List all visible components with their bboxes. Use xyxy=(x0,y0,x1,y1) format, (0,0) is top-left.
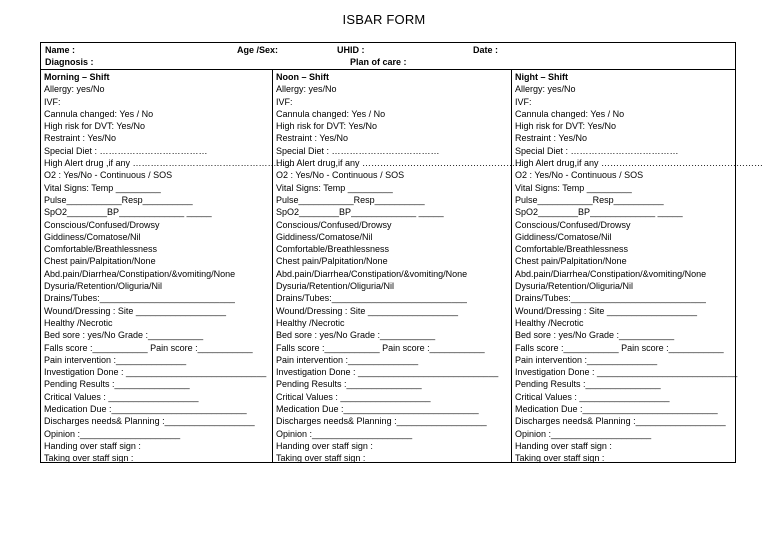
form-field-line: Critical Values : __________________ xyxy=(44,391,199,402)
shift-heading: Noon – Shift xyxy=(276,72,329,82)
form-field-line: Drains/Tubes:___________________________ xyxy=(515,293,706,304)
form-field-line: O2 : Yes/No - Continuous / SOS xyxy=(276,170,405,181)
form-field-line: IVF: xyxy=(276,96,293,107)
form-field-line: High Alert drug ,if any ……………………………………………… xyxy=(44,158,295,169)
form-field-line: Drains/Tubes:___________________________ xyxy=(276,293,467,304)
form-field-line: Discharges needs& Planning :__________________ xyxy=(44,416,255,427)
isbar-form xyxy=(40,42,764,464)
shift-column-noon xyxy=(272,70,525,464)
form-field-line: Restraint : Yes/No xyxy=(515,133,588,144)
name-label: Name : xyxy=(45,45,76,55)
form-field-line: Wound/Dressing : Site __________________ xyxy=(44,305,226,316)
form-field-line: SpO2________BP_____________ _____ xyxy=(515,207,683,218)
form-field-line: Pending Results :_______________ xyxy=(44,379,190,390)
form-field-line: Healthy /Necrotic xyxy=(44,317,113,328)
form-field-line: Dysuria/Retention/Oliguria/Nil xyxy=(276,281,395,292)
form-field-line: Handing over staff sign : xyxy=(276,440,373,451)
form-field-line: Comfortable/Breathlessness xyxy=(44,244,158,255)
form-field-line: Investigation Done : ____________________________ xyxy=(515,367,738,378)
form-field-line: Discharges needs& Planning :__________________ xyxy=(515,416,726,427)
form-field-line: Chest pain/Palpitation/None xyxy=(44,256,156,267)
form-field-line: Pain intervention :______________ xyxy=(276,354,419,365)
form-field-line: IVF: xyxy=(515,96,532,107)
form-header xyxy=(41,43,735,70)
form-field-line: Investigation Done : ____________________________ xyxy=(276,367,499,378)
form-field-line: Conscious/Confused/Drowsy xyxy=(276,219,392,230)
form-field-line: Investigation Done : ____________________________ xyxy=(44,367,267,378)
form-field-line: Giddiness/Comatose/Nil xyxy=(515,231,612,242)
diagnosis-label: Diagnosis : xyxy=(45,57,94,67)
shift-heading: Night – Shift xyxy=(515,72,568,82)
form-field-line: Conscious/Confused/Drowsy xyxy=(44,219,160,230)
form-field-line: Cannula changed: Yes / No xyxy=(44,108,154,119)
form-field-line: Falls score :___________ Pain score :___________ xyxy=(44,342,253,353)
form-field-line: Pending Results :_______________ xyxy=(515,379,661,390)
form-field-line: Opinion :____________________ xyxy=(515,428,652,439)
form-field-line: Pulse___________Resp__________ xyxy=(44,194,193,205)
form-field-line: Bed sore : yes/No Grade :___________ xyxy=(515,330,675,341)
form-field-line: Allergy: yes/No xyxy=(44,84,105,95)
form-field-line: Giddiness/Comatose/Nil xyxy=(276,231,373,242)
form-field-line: Vital Signs: Temp _________ xyxy=(44,182,161,193)
form-field-line: Wound/Dressing : Site __________________ xyxy=(276,305,458,316)
uhid-label: UHID : xyxy=(337,45,365,55)
form-field-line: SpO2________BP_____________ _____ xyxy=(44,207,212,218)
form-field-line: Falls score :___________ Pain score :___________ xyxy=(276,342,485,353)
form-title: ISBAR FORM xyxy=(342,12,426,27)
form-field-line: Pulse___________Resp__________ xyxy=(515,194,664,205)
form-field-line: SpO2________BP_____________ _____ xyxy=(276,207,444,218)
form-field-line: Chest pain/Palpitation/None xyxy=(276,256,388,267)
form-field-line: Wound/Dressing : Site __________________ xyxy=(515,305,697,316)
form-field-line: Pain intervention :______________ xyxy=(44,354,187,365)
form-field-line: Vital Signs: Temp _________ xyxy=(276,182,393,193)
form-field-line: Abd.pain/Diarrhea/Constipation/&vomiting/None xyxy=(44,268,236,279)
form-field-line: Special Diet : ……………………………… xyxy=(276,145,440,156)
form-field-line: High risk for DVT: Yes/No xyxy=(44,121,146,132)
form-field-line: Medication Due :___________________________ xyxy=(515,404,718,415)
form-field-line: Comfortable/Breathlessness xyxy=(276,244,390,255)
form-field-line: Pending Results :_______________ xyxy=(276,379,422,390)
form-field-line: Special Diet : ……………………………… xyxy=(44,145,208,156)
form-field-line: Restraint : Yes/No xyxy=(44,133,117,144)
form-field-line: Dysuria/Retention/Oliguria/Nil xyxy=(44,281,163,292)
form-field-line: Taking over staff sign : xyxy=(276,453,366,464)
form-field-line: Bed sore : yes/No Grade :___________ xyxy=(44,330,204,341)
form-field-line: Cannula changed: Yes / No xyxy=(276,108,386,119)
form-field-line: Drains/Tubes:___________________________ xyxy=(44,293,235,304)
date-label: Date : xyxy=(473,45,499,55)
form-field-line: Pulse___________Resp__________ xyxy=(276,194,425,205)
form-field-line: O2 : Yes/No - Continuous / SOS xyxy=(44,170,173,181)
form-field-line: Abd.pain/Diarrhea/Constipation/&vomiting/None xyxy=(276,268,468,279)
form-field-line: Pain intervention :______________ xyxy=(515,354,658,365)
form-field-line: Vital Signs: Temp _________ xyxy=(515,182,632,193)
form-field-line: Comfortable/Breathlessness xyxy=(515,244,629,255)
form-field-line: Medication Due :___________________________ xyxy=(276,404,479,415)
form-field-line: Allergy: yes/No xyxy=(276,84,337,95)
form-field-line: Critical Values : __________________ xyxy=(515,391,670,402)
form-field-line: Restraint : Yes/No xyxy=(276,133,349,144)
form-field-line: Taking over staff sign : xyxy=(44,453,134,464)
form-field-line: IVF: xyxy=(44,96,61,107)
shift-column-night xyxy=(511,70,766,463)
form-field-line: Chest pain/Palpitation/None xyxy=(515,256,627,267)
form-field-line: Healthy /Necrotic xyxy=(276,317,345,328)
form-field-line: High risk for DVT: Yes/No xyxy=(515,121,617,132)
shift-columns xyxy=(41,70,764,464)
form-field-line: Abd.pain/Diarrhea/Constipation/&vomiting/None xyxy=(515,268,707,279)
form-field-line: Critical Values : __________________ xyxy=(276,391,431,402)
form-field-line: Dysuria/Retention/Oliguria/Nil xyxy=(515,281,634,292)
shift-column-morning xyxy=(41,70,295,464)
plan-of-care-label: Plan of care : xyxy=(350,57,407,67)
form-field-line: Conscious/Confused/Drowsy xyxy=(515,219,631,230)
form-field-line: Bed sore : yes/No Grade :___________ xyxy=(276,330,436,341)
form-field-line: Healthy /Necrotic xyxy=(515,317,584,328)
shift-heading: Morning – Shift xyxy=(44,72,110,82)
form-field-line: Discharges needs& Planning :__________________ xyxy=(276,416,487,427)
form-field-line: High risk for DVT: Yes/No xyxy=(276,121,378,132)
age-sex-label: Age /Sex: xyxy=(237,45,279,55)
form-field-line: Opinion :____________________ xyxy=(276,428,413,439)
form-field-line: Handing over staff sign : xyxy=(515,440,612,451)
form-field-line: High Alert drug,if any ……………………………………………… xyxy=(276,158,525,169)
form-field-line: Allergy: yes/No xyxy=(515,84,576,95)
form-field-line: O2 : Yes/No - Continuous / SOS xyxy=(515,170,644,181)
form-field-line: Opinion :____________________ xyxy=(44,428,181,439)
form-field-line: Medication Due :___________________________ xyxy=(44,404,247,415)
form-field-line: Falls score :___________ Pain score :___________ xyxy=(515,342,724,353)
form-field-line: High Alert drug,if any ……………………………………………… xyxy=(515,158,764,169)
form-field-line: Taking over staff sign : xyxy=(515,453,605,464)
form-field-line: Cannula changed: Yes / No xyxy=(515,108,625,119)
form-field-line: Handing over staff sign : xyxy=(44,440,141,451)
form-field-line: Giddiness/Comatose/Nil xyxy=(44,231,141,242)
form-field-line: Special Diet : ……………………………… xyxy=(515,145,679,156)
